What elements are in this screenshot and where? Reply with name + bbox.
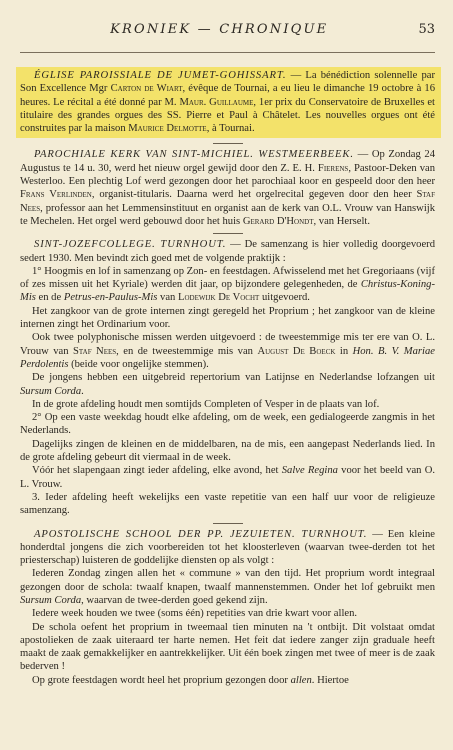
article-paragraph: 1° Hoogmis en lof in samenzang op Zon- en feestdagen. Afwisselend met het Gregoriaans (vijf of zes missen uit het Kyriale) werden dit jaar, op bijzondere gelegenheden, de Christus-Koning-Mis en de Petrus-en-Paulus-Mis van Lodewijk De Vocht uitgevoerd. — [20, 265, 435, 304]
article-paragraph: Ook twee polyphonische missen werden uitgevoerd : de tweestemmige mis ter ere van O. L. Vrouw van Staf Nees, en de tweestemmige mis van August De Boeck in Hon. B. V. Mariae Perdolentis (beide voor ongelijke stemmen). — [20, 332, 435, 370]
header-rule — [20, 52, 435, 53]
person-name: August De Boeck — [257, 345, 336, 357]
page-header — [20, 0, 435, 48]
article-paragraph: 3. Ieder afdeling heeft wekelijks een vaste repetitie van een half uur voor de religieuze samenzang. — [20, 491, 435, 517]
person-name: Lodewijk De Vocht — [178, 292, 260, 304]
article-paragraph: Iedere week houden we twee (soms één) repetities van drie kwart voor allen. — [32, 608, 358, 620]
article-paragraph: In de grote afdeling houdt men somtijds Completen of Vesper in de plaats van lof. — [32, 398, 380, 410]
article-heading: PAROCHIALE KERK VAN SINT-MICHIEL. WESTMEERBEEK. — [34, 149, 354, 161]
article-heading: ÉGLISE PAROISSIALE DE JUMET-GOHISSART. — [34, 70, 287, 81]
section-separator — [213, 233, 243, 234]
article-paragraph: Het zangkoor van de grote internen zingt geregeld het Proprium ; het zangkoor van de kleine internen zingt het Ordinarium voor. — [20, 305, 435, 331]
firm-name: Gerard D'Hondt — [242, 215, 314, 227]
article-paragraph: Op grote feestdagen wordt heel het proprium gezongen door allen. Hiertoe — [32, 674, 349, 686]
person-name: Carton de Wiart — [110, 83, 183, 95]
article-paragraph: Vóór het slapengaan zingt ieder afdeling, elke avond, het Salve Regina voor het beeld van O. L. Vrouw. — [20, 465, 435, 490]
article-jumet-gohissart — [16, 67, 441, 138]
article-apostolische-school — [20, 528, 435, 688]
running-head: KRONIEK — CHRONIQUE — [110, 22, 329, 37]
article-sint-jozefcollege — [20, 238, 435, 517]
article-text: APOSTOLISCHE SCHOOL DER PP. JEZUIETEN. TURNHOUT. — Een kleine honderdtal jongens die zich voorbereiden tot het kloosterleven (waarvan twee-derden tot het priesterschap) luisteren de goddelijke diensten op als volgt : — [20, 528, 435, 567]
firm-name: Maurice Delmotte — [128, 123, 207, 135]
article-westmeerbeek — [20, 148, 435, 228]
article-heading: SINT-JOZEFCOLLEGE. TURNHOUT. — [34, 239, 227, 251]
section-separator — [213, 523, 243, 524]
article-paragraph: 2° Op een vaste weekdag houdt elke afdeling, om de week, een gedialogeerde zangmis in het Nederlands. — [20, 412, 435, 437]
article-heading: APOSTOLISCHE SCHOOL DER PP. JEZUIETEN. TURNHOUT. — [34, 528, 368, 540]
person-name: Staf Nees — [73, 345, 117, 357]
person-name: Fierens — [317, 162, 349, 174]
page-number: 53 — [418, 22, 435, 37]
article-text: ÉGLISE PAROISSIALE DE JUMET-GOHISSART. — La bénédiction solennelle par Son Excellence Mgr Carton de Wiart, évêque de Tournai, a eu lieu le dimanche 19 octobre à 16 heures. Le récital a été donné par M. Maur. Guillaume, 1er prix du Conservatoire de Bruxelles et titulaire des grandes orgues des SS. Pierre et Paul à Châtelet. Les nouvelles orgues ont été construites par la maison Maurice Delmotte, à Tournai. — [20, 70, 436, 135]
article-paragraph: Iederen Zondag zingen allen het « commune » van den tijd. Het proprium wordt integraal gezongen door de schola: twaalf knapen, twaalf mannenstemmen. Onder het lof gebruikt men Sursum Corda, waarvan de twee-derden goed gekend zijn. — [20, 568, 435, 606]
article-text: SINT-JOZEFCOLLEGE. TURNHOUT. — De samenzang is hier volledig doorgevoerd sedert 1930. Men bevindt zich goed met de volgende praktijk : — [20, 239, 435, 264]
person-name: Staf Nees — [20, 189, 436, 214]
article-paragraph: De schola oefent het proprium in tweemaal tien minuten na 't ontbijt. Dit volstaat omdat apostolieken de zaak uiteraard ter harte nemen. Het feit dat iedere zanger zijn graduale heeft maakt de zaak gemakkelijker en aantrekkelijker. Uit één boek zingen met twee of meer is de zaak bederven ! — [20, 621, 435, 673]
article-text: PAROCHIALE KERK VAN SINT-MICHIEL. WESTMEERBEEK. — Op Zondag 24 Augustus te 14 u. 30, werd het nieuw orgel gewijd door den Z. E. H. Fierens, Pastoor-Deken van Westerloo. Een plechtig Lof werd gezongen door het parochiaal koor en gespeeld door den heer Frans Verlinden, organist-titularis. Daarna werd het orgelrecital gegeven door den heer Staf Nees, professor aan het Lemmensinstituut en organist aan de kerk van O.L. Vrouw van Hanswijk te Mechelen. Het orgel werd gebouwd door het huis Gerard D'Hondt, van Herselt. — [20, 149, 436, 227]
person-name: Maur. Guillaume — [179, 96, 254, 108]
section-separator — [213, 143, 243, 144]
person-name: Frans Verlinden — [20, 189, 92, 201]
article-paragraph: Dagelijks zingen de kleinen en de middelbaren, na de mis, een aangepast Nederlands lied. In de grote afdeling gebeurt dit viermaal in de week. — [20, 438, 435, 464]
article-paragraph: De jongens hebben een uitgebreid repertorium van Latijnse en Nederlandse lofzangen uit Sursum Corda. — [20, 372, 435, 397]
